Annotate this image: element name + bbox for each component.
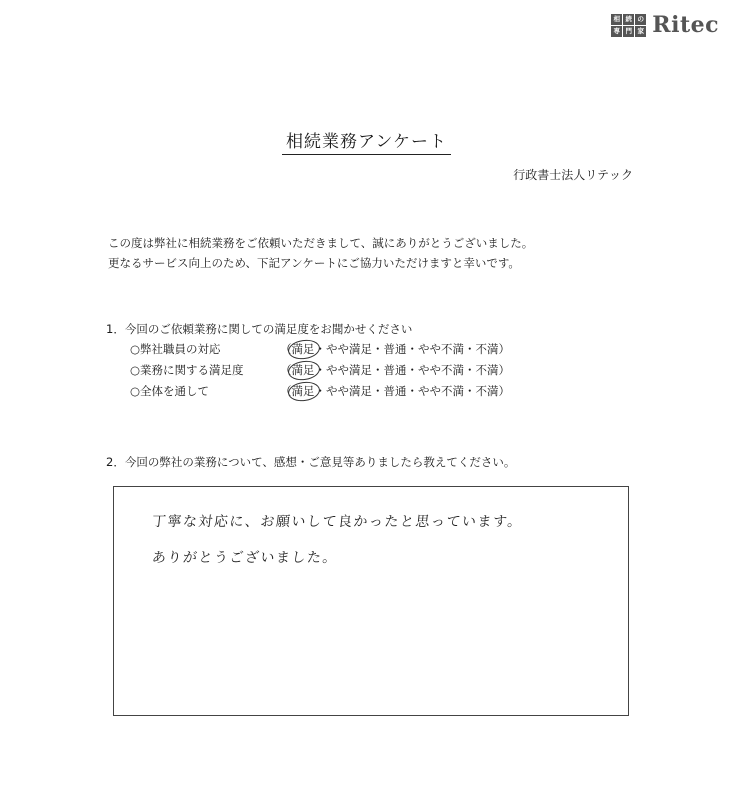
question-2-label: 2．今回の弊社の業務について、感想・ご意見等ありましたら教えてください。 <box>106 455 516 469</box>
logo-char: 続 <box>623 14 634 25</box>
handwritten-answer-line: 丁寧な対応に、お願いして良かったと思っています。 <box>151 514 524 530</box>
rating-item-label: ○業務に関する満足度 <box>130 363 244 377</box>
logo-char: 家 <box>635 26 646 37</box>
free-text-answer-box[interactable] <box>113 486 629 716</box>
rating-item-label: ○弊社職員の対応 <box>130 342 221 356</box>
question-1-label: 1．今回のご依頼業務に関しての満足度をお聞かせください <box>106 322 413 336</box>
question-1 <box>106 319 510 402</box>
logo-char: 相 <box>611 14 622 25</box>
logo-mark <box>611 14 646 37</box>
rating-row <box>106 339 510 360</box>
survey-title-wrap <box>0 127 733 155</box>
rating-scale: （ 満足・やや満足・普通・やや不満・不満） <box>280 360 510 381</box>
rating-option-selected[interactable]: 満足 <box>292 339 315 360</box>
rating-option-selected[interactable]: 満足 <box>292 360 315 381</box>
rating-scale: （ 満足・やや満足・普通・やや不満・不満） <box>280 381 510 402</box>
rating-item-label: ○全体を通して <box>130 384 210 398</box>
rating-row <box>106 360 510 381</box>
handwritten-answer-line: ありがとうございました。 <box>151 550 339 566</box>
logo-char: の <box>635 14 646 25</box>
intro-text <box>108 233 533 273</box>
office-name: 行政書士法人リテック <box>513 168 633 182</box>
intro-line: この度は弊社に相続業務をご依頼いただきまして、誠にありがとうございました。 <box>108 236 534 250</box>
logo-wordmark: Ritec <box>652 12 719 38</box>
rating-scale: （ 満足・やや満足・普通・やや不満・不満） <box>280 339 510 360</box>
rating-option-selected[interactable]: 満足 <box>292 381 315 402</box>
logo-char: 専 <box>611 26 622 37</box>
logo-char: 門 <box>623 26 634 37</box>
survey-title: 相続業務アンケート <box>282 127 451 155</box>
intro-line: 更なるサービス向上のため、下記アンケートにご協力いただけますと幸いです。 <box>108 256 520 270</box>
rating-row <box>106 381 510 402</box>
company-logo <box>611 12 719 38</box>
